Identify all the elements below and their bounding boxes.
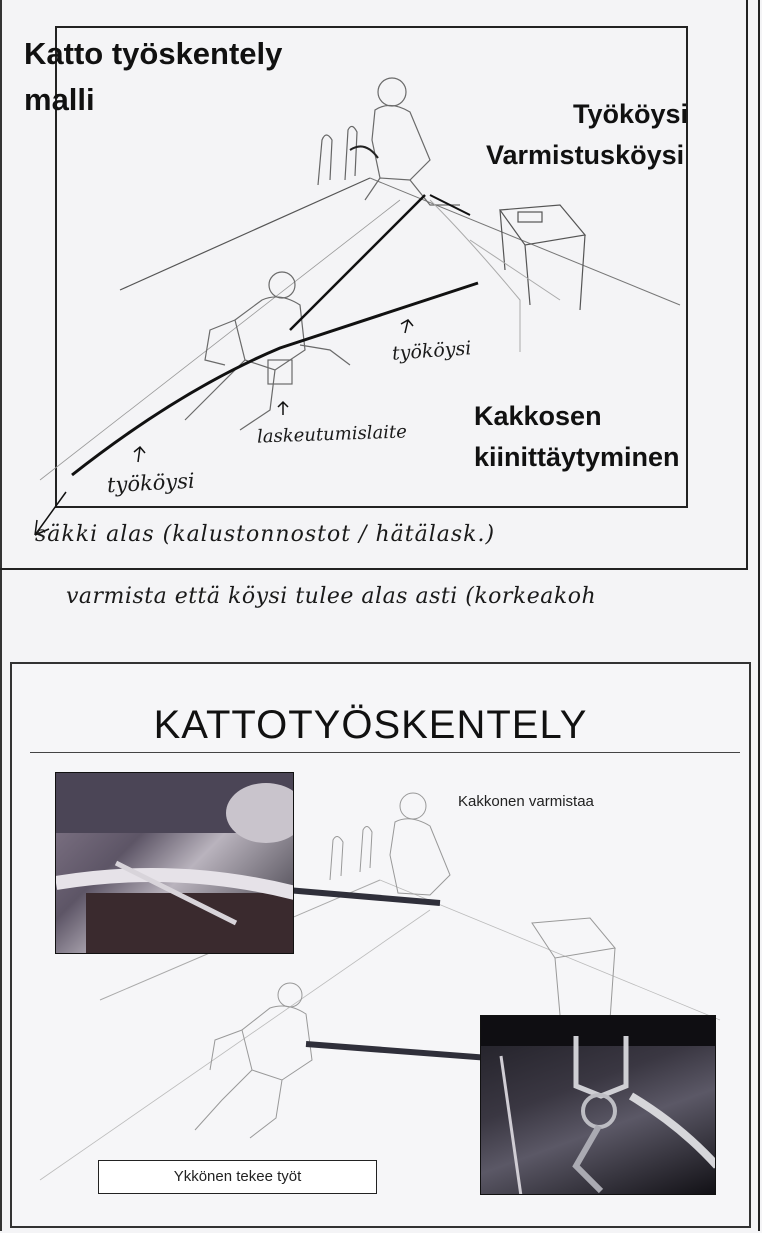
second-anchor-label-1: Kakkosen	[474, 401, 602, 431]
handwritten-descender-label: laskeutumislaite	[256, 421, 408, 448]
bottom-slide-title: KATTOTYÖSKENTELY	[153, 703, 588, 747]
handwritten-tyokoysi-lower: työköysi	[106, 468, 196, 498]
rope-handling-photo	[55, 772, 294, 954]
handwritten-note-varmista: varmista että köysi tulee alas asti (korkeakoh	[66, 584, 597, 609]
caption-kakkonen: Kakkonen varmistaa	[458, 793, 594, 810]
harness-carabiner-photo	[480, 1015, 716, 1195]
second-anchor-label-2: kiinittäytyminen	[474, 442, 680, 472]
slide-title-line2: malli	[24, 82, 95, 117]
slide-title-line1: Katto työskentely	[24, 36, 283, 71]
handwritten-note-sakki: säkki alas (kalustonnostot / hätälask.)	[35, 522, 496, 547]
rope-label-work: Työköysi	[573, 99, 689, 129]
handwritten-tyokoysi-upper: työköysi	[391, 337, 472, 365]
rope-label-safety: Varmistusköysi	[486, 140, 685, 170]
caption-box-ykkonen: Ykkönen tekee työt	[98, 1160, 377, 1194]
